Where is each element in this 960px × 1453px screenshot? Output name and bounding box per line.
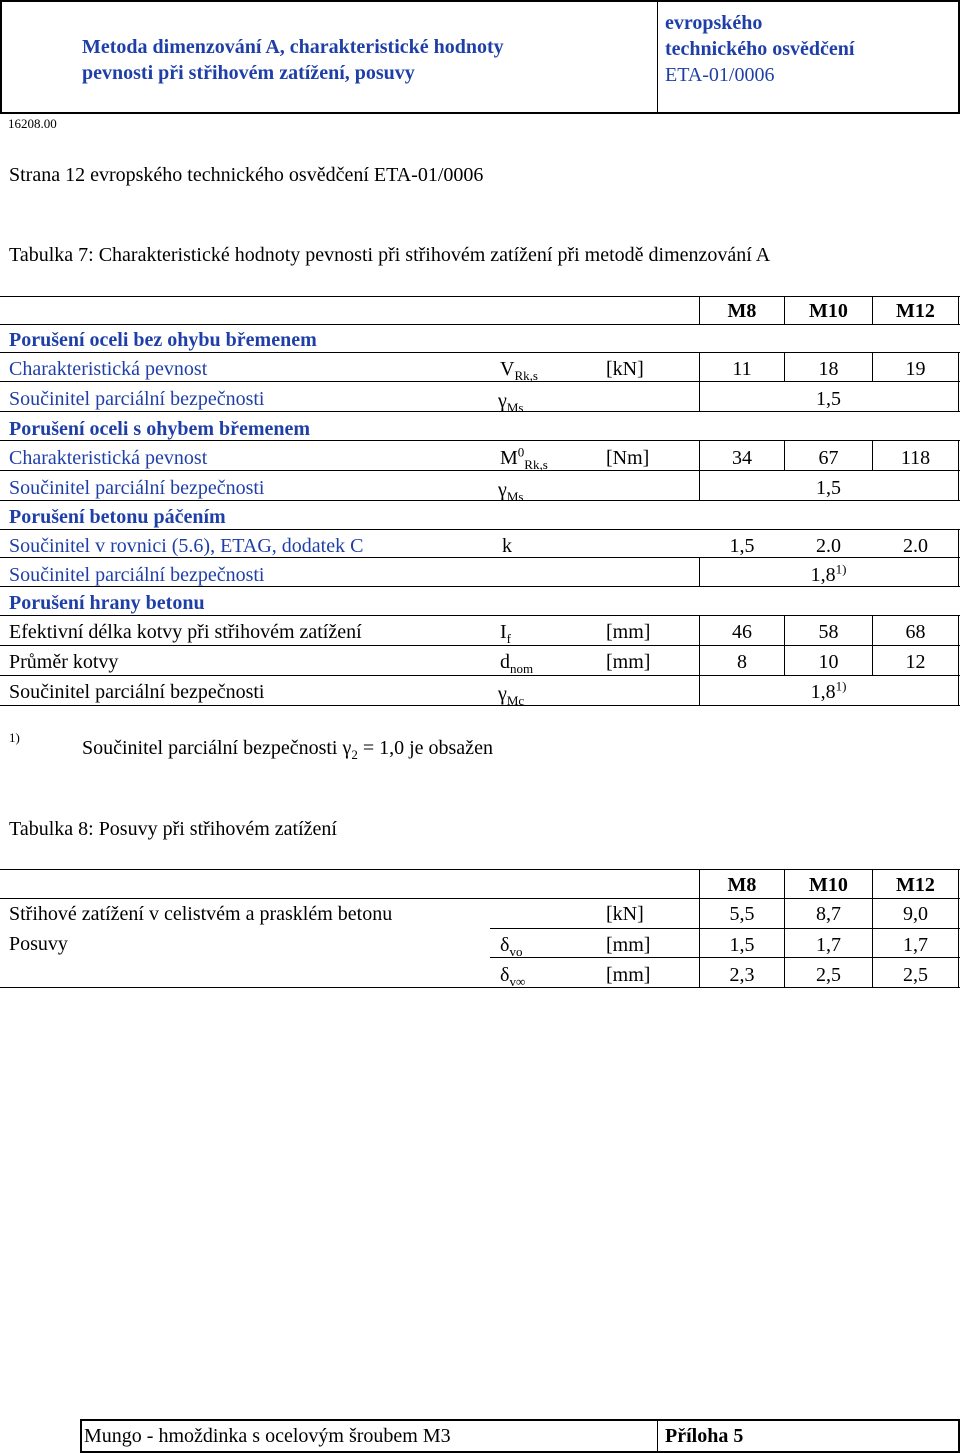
table7-col-m10: M10: [809, 300, 848, 322]
cell-value: 1,7: [816, 934, 841, 956]
section-steel-no-lever: Porušení oceli bez ohybu břemenem: [9, 329, 317, 351]
cell-value: 1,5: [729, 535, 755, 557]
cell-value: 2,5: [816, 964, 841, 986]
row-effective-length-unit: [mm]: [606, 621, 651, 643]
row-factor-k-symbol: k: [502, 535, 512, 557]
row-shear-load-label: Střihové zatížení v celistvém a prasklém betonu: [9, 903, 393, 925]
cell-value: 58: [818, 621, 839, 643]
cell-value: 1,5: [816, 477, 841, 499]
row-anchor-diameter-unit: [mm]: [606, 651, 651, 673]
row-char-strength-1-label: Charakteristická pevnost: [9, 358, 208, 380]
cell-value: 8: [737, 651, 747, 673]
row-displacement-label: Posuvy: [9, 933, 68, 955]
table8-col-m8: M8: [727, 874, 757, 896]
row-safety-factor-1-symbol: $\gamma_{Ms}$: [498, 390, 524, 415]
row-displacement-inf-symbol: $\delta_{v\infty}$: [500, 964, 526, 989]
cell-value: 2.0: [816, 535, 841, 557]
row-displacement-0-symbol: $\delta_{vo}$: [500, 934, 523, 959]
cell-value: 9,0: [903, 903, 928, 925]
footnote-text: Součinitel parciální bezpečnosti $\gamma_2 = 1,0$ je obsažen: [82, 737, 493, 762]
row-safety-factor-4-symbol: $\gamma_{Mc}$: [498, 683, 525, 708]
cell-value: 11: [732, 358, 752, 380]
cell-value: 8,7: [816, 903, 841, 925]
row-effective-length-label: Efektivní délka kotvy při střihovém zatížení: [9, 621, 362, 643]
cell-value: 2,3: [729, 964, 755, 986]
row-safety-factor-2-symbol: $\gamma_{Ms}$: [498, 479, 524, 504]
table8-col-m10: M10: [809, 874, 848, 896]
cell-value: 5,5: [729, 903, 755, 925]
header-title: Metoda dimenzování A, charakteristické hodnoty pevnosti při střihovém zatížení, posuvy: [82, 36, 504, 84]
row-char-strength-2-symbol: $M^0_{Rk,s}$: [500, 444, 548, 472]
row-effective-length-symbol: $I_f$: [500, 621, 512, 646]
section-concrete-pryout: Porušení betonu páčením: [9, 506, 226, 528]
section-steel-with-lever: Porušení oceli s ohybem břemenem: [9, 418, 311, 440]
cell-value: 2,5: [903, 964, 928, 986]
table7-col-m12: M12: [896, 300, 935, 322]
row-safety-factor-1-label: Součinitel parciální bezpečnosti: [9, 388, 265, 410]
row-anchor-diameter-label: Průměr kotvy: [9, 651, 119, 673]
row-char-strength-1-unit: [kN]: [606, 358, 644, 380]
cell-value: 1,7: [903, 934, 928, 956]
section-concrete-edge: Porušení hrany betonu: [9, 592, 205, 614]
row-factor-k-label: Součinitel v rovnici (5.6), ETAG, dodatek C: [9, 535, 364, 557]
row-char-strength-2-label: Charakteristická pevnost: [9, 447, 208, 469]
cell-value: 1,8$^{1)}$: [810, 678, 847, 703]
cell-value: 118: [900, 447, 931, 469]
cell-value: 46: [732, 621, 752, 643]
footer-annex: Příloha 5: [665, 1425, 744, 1447]
cell-value: 34: [732, 447, 752, 469]
page-label: Strana 12 evropského technického osvědčení ETA-01/0006: [9, 164, 484, 186]
cell-value: 68: [905, 621, 926, 643]
cell-value: 2.0: [903, 535, 928, 557]
row-char-strength-1-symbol: $V_{Rk,s}$: [500, 358, 538, 383]
cell-value: 1,5: [816, 388, 841, 410]
table8-caption: Tabulka 8: Posuvy při střihovém zatížení: [9, 818, 337, 840]
row-char-strength-2-unit: [Nm]: [606, 447, 650, 469]
row-displacement-0-unit: [mm]: [606, 934, 651, 956]
footnote-mark: 1): [9, 730, 20, 745]
footer-divider: [657, 1419, 658, 1451]
cell-value: 10: [818, 651, 839, 673]
cell-value: 1,5: [729, 934, 755, 956]
row-safety-factor-3-label: Součinitel parciální bezpečnosti: [9, 564, 265, 586]
header-document-id: evropského technického osvědčení ETA-01/0006: [665, 12, 855, 86]
row-displacement-inf-unit: [mm]: [606, 964, 651, 986]
row-anchor-diameter-symbol: $d_{nom}$: [500, 651, 534, 676]
cell-value: 12: [905, 651, 926, 673]
table8-col-m12: M12: [896, 874, 935, 896]
row-safety-factor-2-label: Součinitel parciální bezpečnosti: [9, 477, 265, 499]
footer-product: Mungo - hmoždinka s ocelovým šroubem M3: [84, 1425, 451, 1447]
cell-value: 1,8$^{1)}$: [810, 561, 847, 586]
table7-caption: Tabulka 7: Charakteristické hodnoty pevnosti při střihovém zatížení při metodě dimenzování A: [9, 244, 771, 266]
header-divider: [657, 0, 658, 112]
row-safety-factor-4-label: Součinitel parciální bezpečnosti: [9, 681, 265, 703]
cell-value: 19: [905, 358, 926, 380]
table7-col-m8: M8: [727, 300, 757, 322]
cell-value: 18: [818, 358, 839, 380]
cell-value: 67: [818, 447, 839, 469]
header-code: 16208.00: [8, 116, 57, 131]
row-shear-load-unit: [kN]: [606, 903, 644, 925]
